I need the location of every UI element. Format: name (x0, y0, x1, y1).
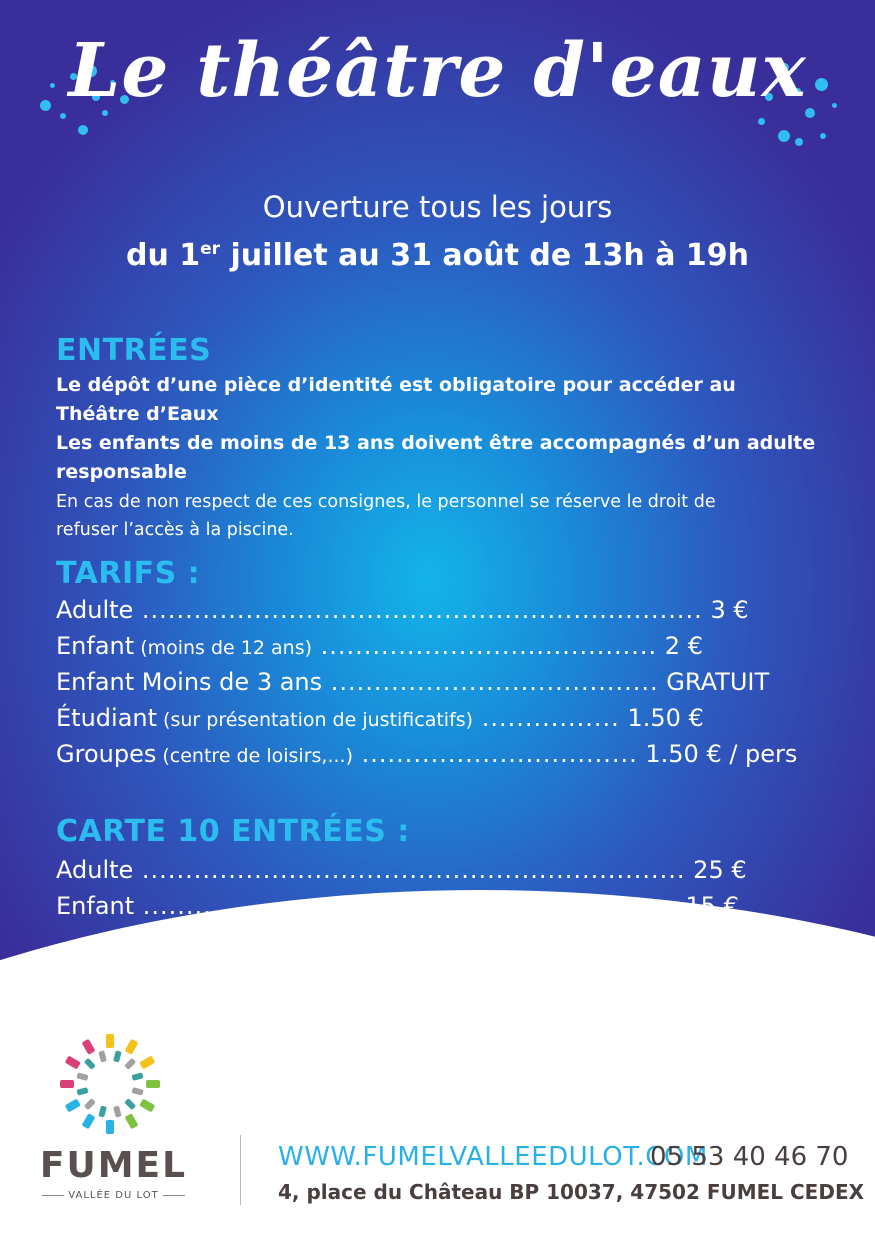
tarif-price: 2 € (657, 632, 703, 660)
entrees-heading: ENTRÉES (56, 333, 212, 368)
entrees-rule1-line1: Le dépôt d’une pièce d’identité est obligatoire pour accéder au (56, 374, 736, 396)
tarif-label: Groupes (56, 740, 157, 768)
brand-subtitle-text: VALLÉE DU LOT (68, 1190, 159, 1201)
entrees-rule1-line2: Théâtre d’Eaux (56, 403, 219, 425)
tarif-price: 1.50 € (619, 704, 704, 732)
tarif-price: 1.50 € / pers (637, 740, 798, 768)
page-title: Le théâtre d'eaux (68, 28, 807, 114)
tarif-detail: (sur présentation de justificatifs) (157, 709, 474, 731)
carte-label: Adulte (56, 856, 134, 884)
carte-heading: CARTE 10 ENTRÉES : (56, 814, 410, 849)
tarif-row (56, 632, 703, 660)
carte-row (56, 892, 739, 920)
brand-name: FUMEL (39, 1145, 188, 1186)
opening-dates-sup: er (200, 239, 221, 259)
tarif-label: Étudiant (56, 704, 158, 732)
tarif-row (56, 668, 769, 696)
tarifs-heading: TARIFS : (56, 556, 201, 591)
tarif-row (56, 704, 704, 732)
tarif-price: GRATUIT (658, 668, 770, 696)
tarif-dots: ................................ (352, 740, 638, 768)
footer-divider (240, 1135, 241, 1205)
carte-dots: .............................................................. (134, 892, 678, 920)
tarif-label: Adulte (56, 596, 134, 624)
entrees-rule2-line1: Les enfants de moins de 13 ans doivent être accompagnés d’un adulte (56, 432, 816, 454)
tarif-dots: ...................................... (322, 668, 659, 696)
tarif-dots: ....................................... (312, 632, 658, 660)
brand-subtitle (36, 1190, 191, 1201)
opening-line: Ouverture tous les jours (262, 190, 613, 224)
carte-price: 25 € (685, 856, 747, 884)
opening-dates-start: du 1 (126, 238, 201, 273)
opening-dates (0, 238, 875, 273)
tarif-detail: (centre de loisirs,...) (156, 745, 353, 767)
entrees-note-line2: refuser l’accès à la piscine. (56, 520, 294, 540)
fumel-logo-icon (56, 1030, 164, 1138)
carte-label: Enfant (56, 892, 135, 920)
carte-dots: ............................................................... (133, 856, 686, 884)
tarif-dots: ................................................................. (133, 596, 703, 624)
postal-address: 4, place du Château BP 10037, 47502 FUMEL CEDEX (278, 1180, 865, 1204)
tarif-dots: ................ (473, 704, 620, 732)
carte-row (56, 856, 747, 884)
entrees-note-line1: En cas de non respect de ces consignes, le personnel se réserve le droit de (56, 492, 716, 512)
tarif-label: Enfant (56, 632, 135, 660)
tarif-detail: (moins de 12 ans) (134, 637, 313, 659)
tarif-label: Enfant Moins de 3 ans (56, 668, 323, 696)
opening-dates-rest: juillet au 31 août de 13h à 19h (220, 238, 749, 273)
tarif-row (56, 740, 797, 768)
entrees-rule2-line2: responsable (56, 461, 187, 483)
tarif-price: 3 € (702, 596, 749, 624)
carte-price: 15 € (677, 892, 739, 920)
phone-number: 05 53 40 46 70 (650, 1142, 849, 1172)
tarif-row (56, 596, 749, 624)
website-link[interactable]: WWW.FUMELVALLEEDULOT.COM (278, 1142, 708, 1172)
